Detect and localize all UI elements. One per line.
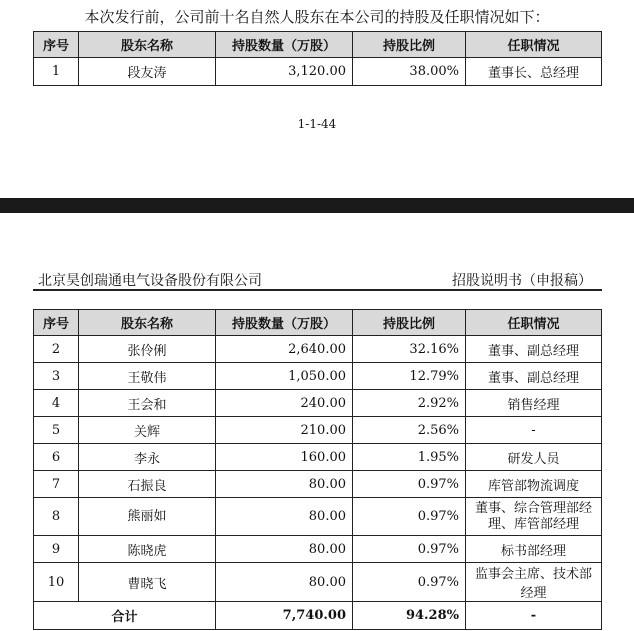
cell-ratio: 32.16%: [353, 336, 466, 363]
total-ratio: 94.28%: [353, 602, 466, 630]
header-company: 北京昊创瑞通电气设备股份有限公司: [38, 273, 262, 289]
table-row: [34, 417, 602, 444]
header-doc-type: 招股说明书（申报稿）: [452, 273, 592, 289]
cell-ratio: 2.56%: [353, 417, 466, 444]
cell-no: 10: [34, 563, 79, 602]
cell-shares: 80.00: [216, 498, 353, 536]
col-header-shares: 持股数量（万股）: [216, 32, 353, 58]
cell-shares: 80.00: [216, 536, 353, 563]
cell-ratio: 0.97%: [353, 471, 466, 498]
cell-no: 5: [34, 417, 79, 444]
cell-position: 董事、副总经理: [466, 363, 602, 390]
cell-no: 8: [34, 498, 79, 536]
cell-shares: 240.00: [216, 390, 353, 417]
cell-shares: 1,050.00: [216, 363, 353, 390]
col-header-position: 任职情况: [466, 32, 602, 58]
cell-no: 7: [34, 471, 79, 498]
cell-no: 2: [34, 336, 79, 363]
cell-shares: 80.00: [216, 563, 353, 602]
col-header-name: 股东名称: [79, 310, 216, 336]
table-header-row: [34, 310, 602, 336]
cell-position: 库管部物流调度: [466, 471, 602, 498]
table-header-row: [34, 32, 602, 58]
page-divider: [0, 198, 634, 213]
intro-text: 本次发行前，公司前十名自然人股东在本公司的持股及任职情况如下：: [84, 8, 550, 26]
cell-name: 段友涛: [79, 58, 216, 86]
cell-shares: 80.00: [216, 471, 353, 498]
cell-name: 陈晓虎: [79, 536, 216, 563]
cell-name: 张伶俐: [79, 336, 216, 363]
table-row: [34, 471, 602, 498]
page-number: 1-1-44: [297, 117, 337, 131]
cell-position: 董事、副总经理: [466, 336, 602, 363]
shareholder-table-continued: [33, 309, 602, 630]
cell-name: 王会和: [79, 390, 216, 417]
cell-shares: 160.00: [216, 444, 353, 471]
cell-position: 标书部经理: [466, 536, 602, 563]
col-header-name: 股东名称: [79, 32, 216, 58]
cell-name: 熊丽如: [79, 498, 216, 536]
cell-no: 3: [34, 363, 79, 390]
table-total-row: [34, 602, 602, 630]
total-position: -: [466, 602, 602, 630]
table-row: [34, 498, 602, 536]
total-shares: 7,740.00: [216, 602, 353, 630]
table-row: [34, 444, 602, 471]
cell-name: 李永: [79, 444, 216, 471]
cell-no: 6: [34, 444, 79, 471]
cell-ratio: 0.97%: [353, 563, 466, 602]
cell-name: 关辉: [79, 417, 216, 444]
cell-name: 王敬伟: [79, 363, 216, 390]
cell-ratio: 2.92%: [353, 390, 466, 417]
cell-position: -: [466, 417, 602, 444]
cell-ratio: 1.95%: [353, 444, 466, 471]
header-rule: [33, 289, 602, 291]
cell-ratio: 0.97%: [353, 498, 466, 536]
cell-position: 监事会主席、技术部经理: [466, 563, 602, 602]
table-row: [34, 363, 602, 390]
table-row: [34, 58, 602, 86]
table-row: [34, 390, 602, 417]
cell-position: 销售经理: [466, 390, 602, 417]
col-header-no: 序号: [34, 310, 79, 336]
cell-shares: 3,120.00: [216, 58, 353, 86]
cell-no: 4: [34, 390, 79, 417]
table-row: [34, 563, 602, 602]
col-header-ratio: 持股比例: [353, 310, 466, 336]
col-header-no: 序号: [34, 32, 79, 58]
cell-position: 董事、综合管理部经理、库管部经理: [466, 498, 602, 536]
col-header-shares: 持股数量（万股）: [216, 310, 353, 336]
cell-no: 9: [34, 536, 79, 563]
cell-ratio: 0.97%: [353, 536, 466, 563]
total-label: 合计: [34, 602, 216, 630]
cell-position: 董事长、总经理: [466, 58, 602, 86]
cell-ratio: 38.00%: [353, 58, 466, 86]
col-header-position: 任职情况: [466, 310, 602, 336]
cell-ratio: 12.79%: [353, 363, 466, 390]
cell-name: 石振良: [79, 471, 216, 498]
cell-position: 研发人员: [466, 444, 602, 471]
table-row: [34, 536, 602, 563]
cell-shares: 210.00: [216, 417, 353, 444]
table-row: [34, 336, 602, 363]
cell-name: 曹晓飞: [79, 563, 216, 602]
shareholder-table-top: [33, 31, 602, 86]
cell-no: 1: [34, 58, 79, 86]
cell-shares: 2,640.00: [216, 336, 353, 363]
col-header-ratio: 持股比例: [353, 32, 466, 58]
